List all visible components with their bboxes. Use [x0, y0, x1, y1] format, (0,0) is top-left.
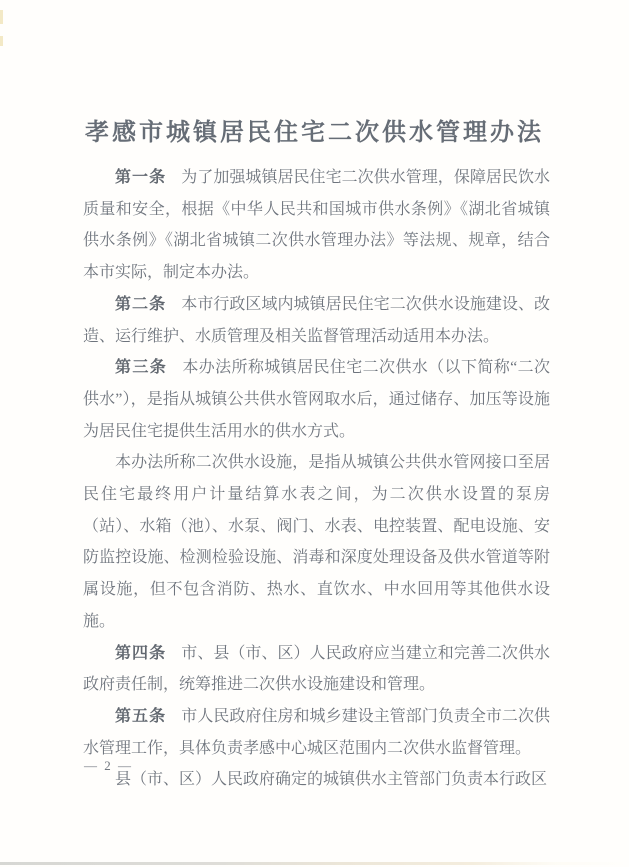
- paragraph-text: 本办法所称城镇居民住宅二次供水（以下简称“二次供水”），是指从城镇公共供水管网取水后，通过储存、加压等设施为居民住宅提供生活用水的供水方式。: [83, 359, 550, 440]
- paragraph-article-3: [83, 352, 550, 447]
- scan-artifact: [0, 10, 3, 24]
- paragraph-article-4: [83, 638, 550, 701]
- document-title: 孝感市城镇居民住宅二次供水管理办法: [85, 120, 544, 147]
- paragraph-article-2: [83, 289, 550, 352]
- paragraph-text: 本市行政区域内城镇居民住宅二次供水设施建设、改造、运行维护、水质管理及相关监督管理活动适用本办法。: [83, 295, 550, 345]
- paragraph-text: 为了加强城镇居民住宅二次供水管理，保障居民饮水质量和安全，根据《中华人民共和国城市供水条例》《湖北省城镇供水条例》《湖北省城镇二次供水管理办法》等法规、规章，结合本市实际，制定本办法。: [83, 169, 550, 282]
- article-number-label: 第五条: [115, 707, 167, 725]
- paragraph-text: 本办法所称二次供水设施，是指从城镇公共供水管网接口至居民住宅最终用户计量结算水表之间，为二次供水设置的泵房（站）、水箱（池）、水泵、阀门、水表、电控装置、配电设施、安防监控设施、检测检验设施、消毒和深度处理设备及供水管道等附属设施，但不包含消防、热水、直饮水、中水回用等其他供水设施。: [83, 454, 550, 630]
- scan-edge-artifact: [0, 862, 629, 865]
- page-number: — 2 —: [84, 758, 133, 773]
- article-number-label: 第二条: [115, 295, 167, 313]
- paragraph-article-5-continued: [83, 764, 550, 796]
- document-body: [83, 162, 550, 796]
- scan-artifact: [0, 36, 3, 46]
- paragraph-text: 市、县（市、区）人民政府应当建立和完善二次供水政府责任制，统筹推进二次供水设施建设和管理。: [83, 644, 550, 694]
- paragraph-text: 市人民政府住房和城乡建设主管部门负责全市二次供水管理工作，具体负责孝感中心城区范围内二次供水监督管理。: [83, 707, 550, 757]
- article-number-label: 第四条: [115, 644, 167, 662]
- paragraph-article-1: [83, 162, 550, 289]
- article-number-label: 第一条: [115, 169, 167, 186]
- article-number-label: 第三条: [115, 359, 168, 377]
- paragraph-text: 县（市、区）人民政府确定的城镇供水主管部门负责本行政区: [115, 771, 548, 789]
- paragraph-article-3-continued: [83, 447, 550, 637]
- paragraph-article-5: [83, 701, 550, 764]
